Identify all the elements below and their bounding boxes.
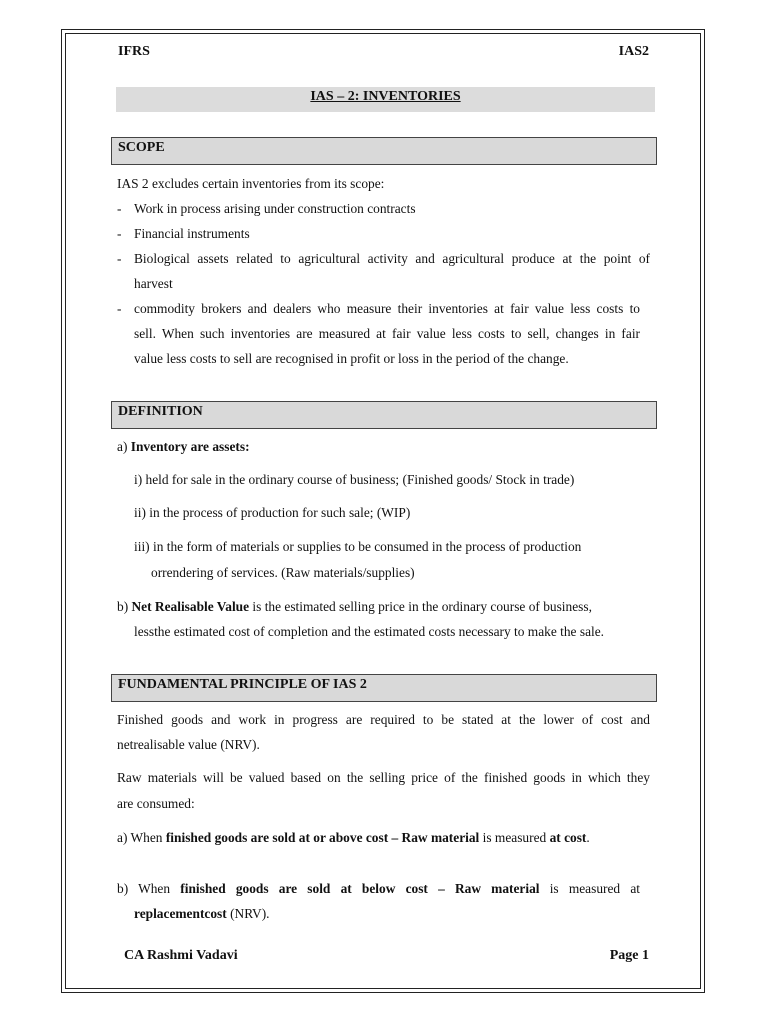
principle-para1: Finished goods and work in progress are required to be stated at the lower of cost and: [117, 712, 650, 727]
bullet-dash: -: [117, 301, 122, 316]
document-title-text: IAS – 2: INVENTORIES: [310, 89, 461, 104]
definition-b-term: Net Realisable Value: [131, 599, 250, 614]
definition-ii: ii) in the process of production for such sale; (WIP): [134, 505, 411, 520]
principle-item-b-cont: [134, 906, 270, 922]
header-right: IAS2: [618, 44, 649, 59]
item-b-end: (NRV).: [226, 906, 270, 921]
definition-b-text: is the estimated selling price in the ordinary course of business,: [249, 599, 592, 614]
footer-page-number: Page 1: [609, 948, 649, 963]
bullet-dash: -: [117, 201, 122, 216]
list-marker: a): [117, 439, 128, 454]
principle-item-b: [117, 881, 640, 897]
scope-item: Biological assets related to agricultural activity and agricultural produce at the point of: [134, 251, 650, 266]
scope-item-cont: value less costs to sell are recognised in profit or loss in the period of the change.: [134, 351, 569, 366]
scope-item: Financial instruments: [134, 226, 250, 241]
principle-heading: FUNDAMENTAL PRINCIPLE OF IAS 2: [111, 674, 657, 702]
item-a-lead: a) When: [117, 830, 166, 845]
item-a-mid: is measured: [479, 830, 550, 845]
document-title: [116, 87, 655, 112]
definition-b: [117, 599, 592, 615]
definition-i: i) held for sale in the ordinary course of business; (Finished goods/ Stock in trade): [134, 472, 575, 487]
item-a-bold2: at cost: [549, 830, 587, 845]
item-a-bold1: finished goods are sold at or above cost – Raw material: [165, 830, 480, 845]
definition-a: [117, 439, 250, 455]
scope-item-cont: sell. When such inventories are measured at fair value less costs to sell, changes in fair: [134, 326, 640, 341]
bullet-dash: -: [117, 226, 122, 241]
item-a-end: .: [586, 830, 590, 845]
item-b-bold2: replacementcost: [134, 906, 227, 921]
scope-item: Work in process arising under construction contracts: [134, 201, 416, 216]
footer-author: CA Rashmi Vadavi: [124, 948, 238, 963]
definition-a-term: Inventory are assets:: [130, 439, 250, 454]
principle-item-a: [117, 830, 590, 846]
item-b-mid: is measured at: [539, 881, 640, 896]
scope-intro: IAS 2 excludes certain inventories from its scope:: [117, 176, 385, 191]
item-b-lead: b) When: [117, 881, 181, 896]
header-left: IFRS: [118, 44, 150, 59]
scope-item: commodity brokers and dealers who measure their inventories at fair value less costs to: [134, 301, 640, 316]
principle-para1-cont: netrealisable value (NRV).: [117, 737, 260, 752]
principle-para2-cont: are consumed:: [117, 796, 195, 811]
definition-heading: DEFINITION: [111, 401, 657, 429]
bullet-dash: -: [117, 251, 122, 266]
definition-iii-cont: orrendering of services. (Raw materials/supplies): [151, 565, 415, 580]
list-marker: b): [117, 599, 129, 614]
definition-b-cont: lessthe estimated cost of completion and the estimated costs necessary to make the sale.: [134, 624, 605, 639]
scope-item-cont: harvest: [134, 276, 173, 291]
scope-heading: SCOPE: [111, 137, 657, 165]
principle-para2: Raw materials will be valued based on the selling price of the finished goods in which they: [117, 770, 650, 785]
definition-iii: iii) in the form of materials or supplies to be consumed in the process of production: [134, 539, 582, 554]
item-b-bold1: finished goods are sold at below cost – Raw material: [180, 881, 540, 896]
